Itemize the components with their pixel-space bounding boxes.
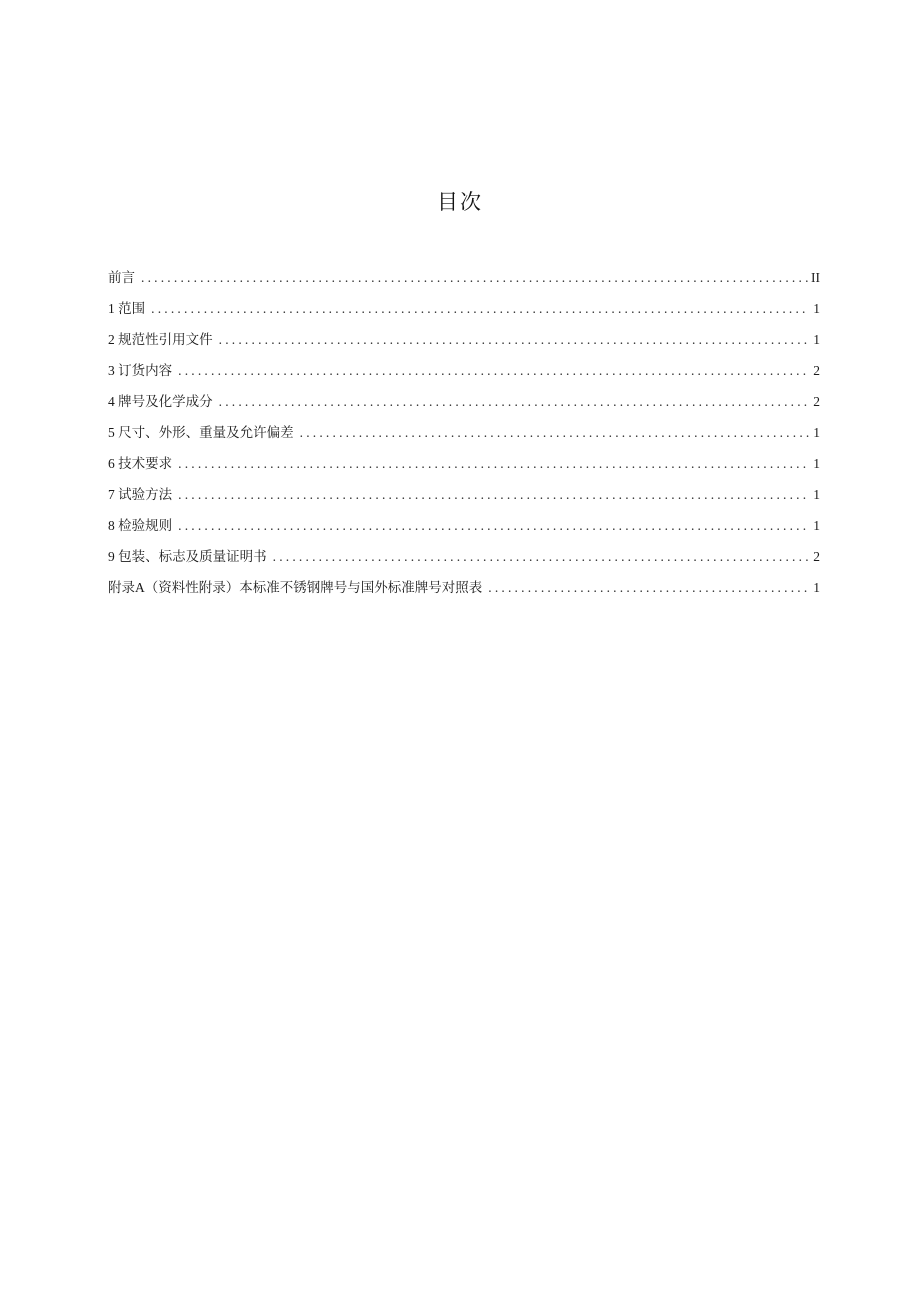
- toc-entry-page: 1: [813, 301, 820, 316]
- toc-entry-page: 2: [813, 363, 820, 378]
- table-of-contents: [108, 262, 820, 603]
- toc-entry-page: 2: [813, 549, 820, 564]
- toc-entry-technical-requirements[interactable]: [108, 448, 820, 479]
- dot-leader: [273, 541, 809, 572]
- dot-leader: [151, 293, 809, 324]
- toc-entry-test-methods[interactable]: [108, 479, 820, 510]
- toc-entry-label: 前言: [108, 270, 135, 285]
- toc-entry-label: 1 范围: [108, 301, 146, 316]
- toc-entry-label: 2 规范性引用文件: [108, 332, 213, 347]
- toc-entry-page: 1: [813, 518, 820, 533]
- toc-entry-page: 1: [813, 580, 820, 595]
- dot-leader: [141, 262, 808, 293]
- toc-title: 目次: [437, 190, 483, 214]
- toc-entry-scope[interactable]: [108, 293, 820, 324]
- dot-leader: [178, 479, 809, 510]
- toc-entry-inspection-rules[interactable]: [108, 510, 820, 541]
- toc-entry-grades-composition[interactable]: [108, 386, 820, 417]
- toc-entry-page: 1: [813, 456, 820, 471]
- toc-entry-page: 1: [813, 332, 820, 347]
- dot-leader: [219, 324, 809, 355]
- toc-entry-label: 9 包装、标志及质量证明书: [108, 549, 267, 564]
- dot-leader: [300, 417, 809, 448]
- toc-entry-label: 6 技术要求: [108, 456, 173, 471]
- toc-entry-label: 5 尺寸、外形、重量及允许偏差: [108, 425, 294, 440]
- dot-leader: [488, 572, 809, 603]
- toc-entry-label: 4 牌号及化学成分: [108, 394, 213, 409]
- dot-leader: [178, 448, 809, 479]
- toc-entry-page: 2: [813, 394, 820, 409]
- toc-entry-page: 1: [813, 425, 820, 440]
- toc-entry-normative-references[interactable]: [108, 324, 820, 355]
- dot-leader: [219, 386, 809, 417]
- toc-entry-label: 7 试验方法: [108, 487, 173, 502]
- dot-leader: [178, 355, 809, 386]
- toc-entry-page: 1: [813, 487, 820, 502]
- toc-entry-appendix-a[interactable]: [108, 572, 820, 603]
- toc-entry-label: 3 订货内容: [108, 363, 173, 378]
- toc-entry-page: II: [811, 270, 820, 285]
- toc-entry-foreword[interactable]: [108, 262, 820, 293]
- toc-entry-label: 附录A（资料性附录）本标准不锈钢牌号与国外标准牌号对照表: [108, 580, 483, 595]
- toc-entry-order-content[interactable]: [108, 355, 820, 386]
- toc-entry-label: 8 检验规则: [108, 518, 173, 533]
- toc-entry-dimensions-tolerances[interactable]: [108, 417, 820, 448]
- toc-entry-packaging-marking[interactable]: [108, 541, 820, 572]
- dot-leader: [178, 510, 809, 541]
